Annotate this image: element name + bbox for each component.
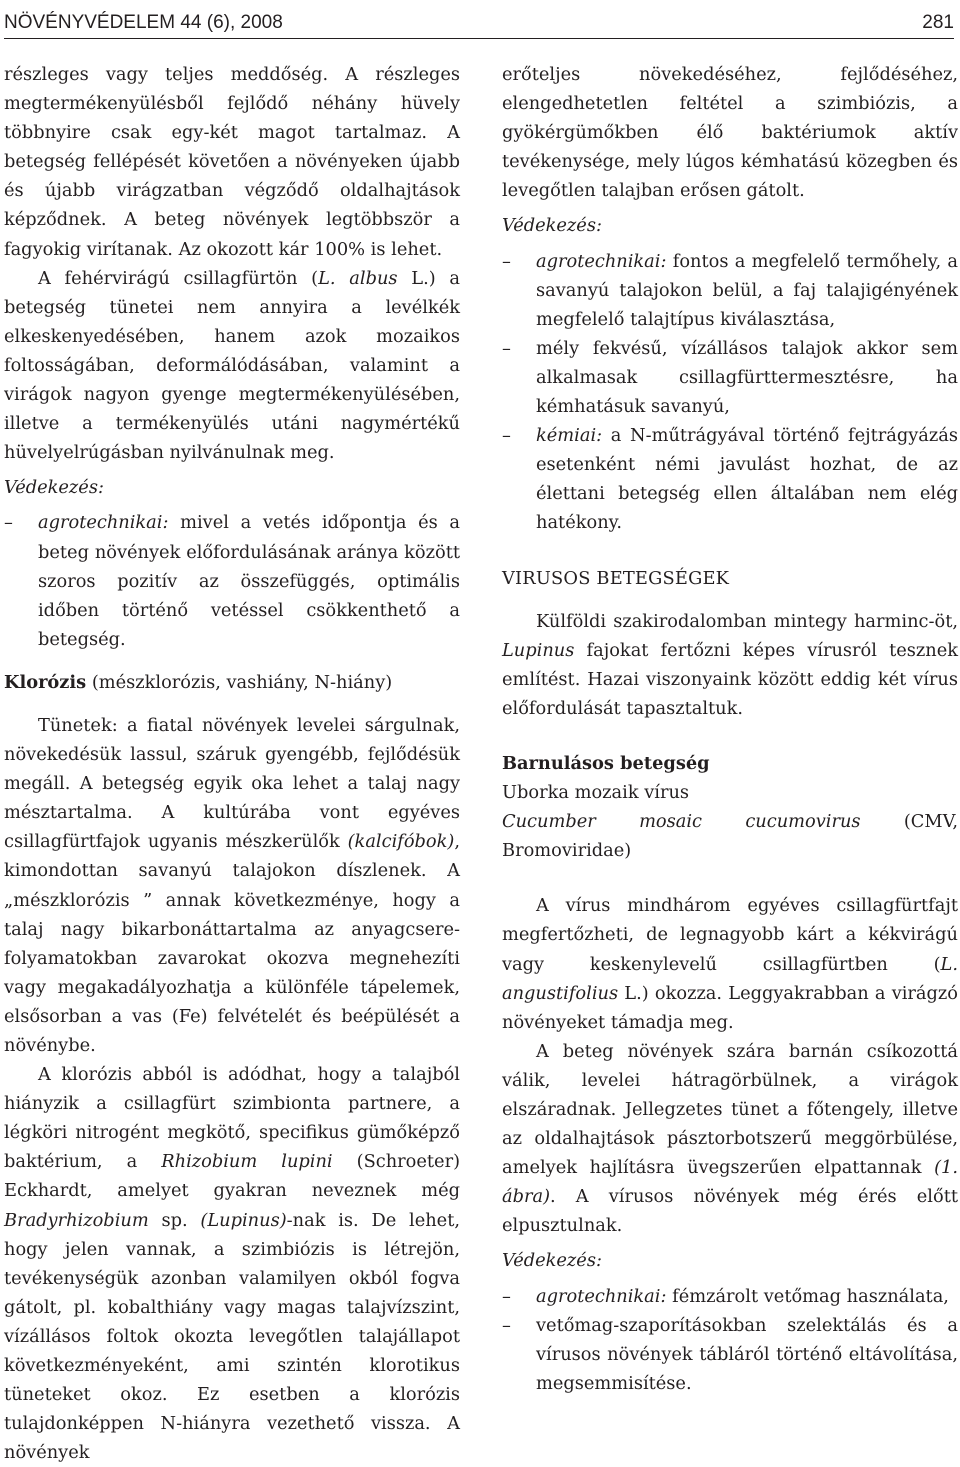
paragraph: A beteg növények szára barnán csíkozottá válik, levelei hátragörbülnek, a virágok elszáradnak. Jellegzetes tünet a főtengely, illetve az oldalhajtások pásztorbotszerű meggörbülése, amelyek hajlításra üvegszerűen elpattannak (1. ábra). A vírusos növények még érés előtt elpusztulnak. [502,1040,958,1237]
paragraph: Külföldi szakirodalomban mintegy harminc-öt, Lupinus fajokat fertőzni képes vírusról tesznek említést. Hazai viszonyaink között eddig két vírus előfordulását tapasztaltuk. [502,610,958,719]
page-header [4,0,954,39]
paragraph: A vírus mindhárom egyéves csillagfürtfajt megfertőzheti, de legnagyobb kárt a kékvirágú vagy keskenylevelű csillagfürtben (L. angustifolius L.) okozza. Leggyakrabban a virágzó növényeket támadja meg. [502,895,958,1033]
vedekezes-heading: Védekezés: [502,1250,602,1272]
subsection-heading-barnulasos: Barnulásos betegség [502,752,710,774]
dash-list [502,247,958,538]
paragraph: Tünetek: a fiatal növények levelei sárgulnak, növekedésük lassul, száruk gyengébb, fejlődésük megáll. A betegség egyik oka lehet a talaj nagy mésztartalma. A kultúrába vont egyéves csillagfürtfajok ugyanis mészkerülők (kalcifóbok), kimondottan savanyú talajokon díszlenek. A „mészklorózis ” annak következménye, hogy a talaj nagy bikarbonáttartalma az anyagcsere-folyamatokban zavarokat okozva megnehezíti vagy megakadályozhatja a különféle tápelemek, elsősorban a vas (Fe) felvételét és beépülését a növénybe. [4,714,460,1056]
page-number: 281 [922,12,954,33]
right-column [502,60,958,1398]
list-item: – kémiai: a N-műtrágyával történő fejtrágyázás esetenként némi javulást hozhat, de az élettani betegség ellen általában nem elég hatékony. [502,421,958,537]
journal-title: NÖVÉNYVÉDELEM 44 (6), 2008 [4,12,283,33]
list-item: – agrotechnikai: fémzárolt vetőmag használata, [502,1282,958,1311]
dash-list [4,508,460,653]
paragraph: A fehérvirágú csillagfürtön (L. albus L.) a betegség tünetei nem annyira a levélkék elkeskenyedésében, hanem azok mozaikos foltosságában, deformálódásában, valamint a virágok nagyon gyenge megtermékenyülésében, illetve a termékenyülés utáni nagymértékű hüvelyelrúgásban nyilvánulnak meg. [4,267,460,464]
virus-latin-name: Cucumber mosaic cucumovirus (CMV, Bromoviridae) [502,811,958,862]
virus-name: Uborka mozaik vírus [502,782,690,804]
vedekezes-heading: Védekezés: [502,215,602,237]
dash-list [502,1282,958,1398]
left-column [4,60,460,1467]
list-item: – vetőmag-szaporításokban szelektálás és a vírusos növények tábláról történő eltávolítása, megsemmisítése. [502,1311,958,1398]
list-item: – agrotechnikai: fontos a megfelelő termőhely, a savanyú talajokon belül, a faj talajigényének megfelelő talajtípus kiválasztása, [502,247,958,334]
section-heading-klorozis: Klorózis (mészklorózis, vashiány, N-hiány) [4,671,393,693]
paragraph: részleges vagy teljes meddőség. A részleges megtermékenyülésből fejlődő néhány hüvely többnyire csak egy-két magot tartalmaz. A betegség fellépését követően a növényeken újabb és újabb virágzatban végződő oldalhajtások képződnek. A beteg növények legtöbbször a fagyokig virítanak. Az okozott kár 100% is lehet. [4,64,460,260]
paragraph: A klorózis abból is adódhat, hogy a talajból hiányzik a csillagfürt szimbionta partnere, a légköri nitrogént megkötő, specifikus gümőképző baktérium, a Rhizobium lupini (Schroeter) Eckhardt, amelyet gyakran neveznek még Bradyrhizobium sp. (Lupinus)-nak is. De lehet, hogy jelen vannak, a szimbiózis is létrejön, tevékenységük azonban valamilyen okból fogva gátolt, pl. kobalthiány vagy magas talajvízszint, vízállásos foltok okozta levegőtlen talajállapot következményeként, ami szintén klorotikus tüneteket okoz. Ez esetben a klorózis tulajdonképpen N-hiányra vezethető vissza. A növények [4,1064,461,1464]
section-heading-virusos: VIRUSOS BETEGSÉGEK [502,567,730,589]
list-item: – agrotechnikai: mivel a vetés időpontja és a beteg növények előfordulásának aránya között szoros pozitív az összefüggés, optimális időben történő vetéssel csökkenthető a betegség. [4,508,460,653]
paragraph: erőteljes növekedéséhez, fejlődéséhez, elengedhetetlen feltétel a szimbiózis, a gyökérgümőkben élő baktériumok aktív tevékenysége, mely lúgos kémhatású közegben és levegőtlen talajban erősen gátolt. [502,64,958,202]
list-item: – mély fekvésű, vízállásos talajok akkor sem alkalmasak csillagfürttermesztésre, ha kémhatásuk savanyú, [502,334,958,421]
vedekezes-heading: Védekezés: [4,477,104,499]
